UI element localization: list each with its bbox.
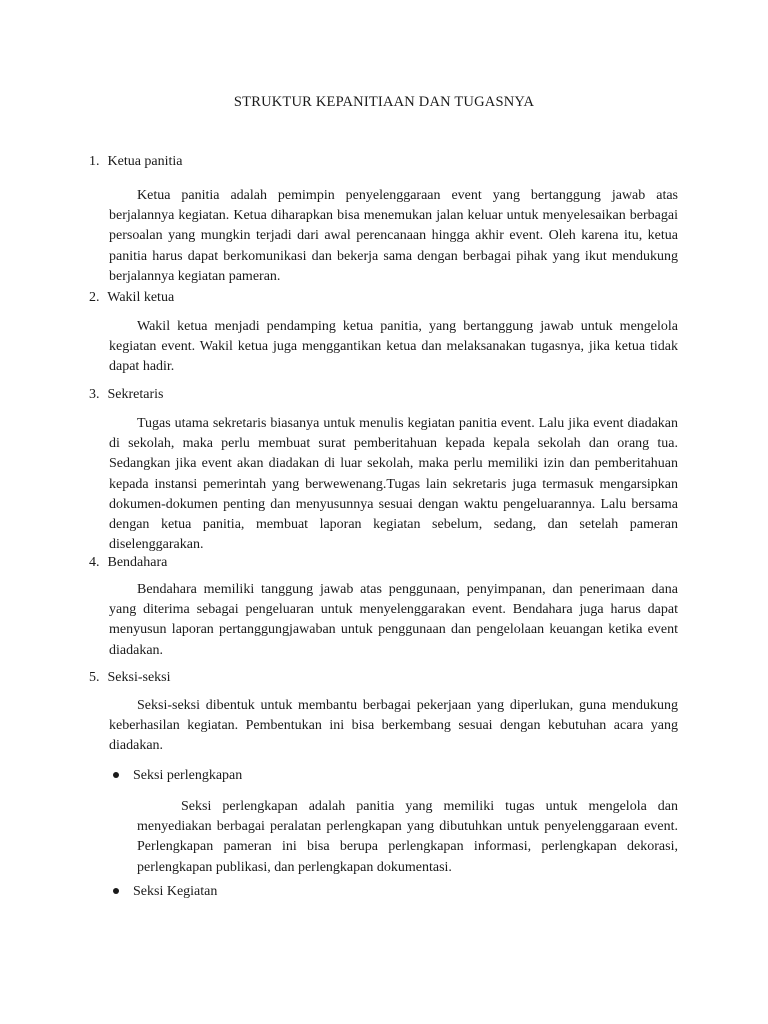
section-paragraph-bendahara: Bendahara memiliki tanggung jawab atas penggunaan, penyimpanan, dan penerimaan dana yang diterima sebagai pengeluaran untuk menyelenggarakan event. Bendahara juga harus dapat menyusun laporan pertanggungjawaban untuk penggunaan dan pengelolaan keuangan ketika event diadakan.	[109, 582, 678, 658]
section-paragraph-wakil-ketua: Wakil ketua menjadi pendamping ketua panitia, yang bertanggung jawab untuk mengelola kegiatan event. Wakil ketua juga menggantikan ketua dan melaksanakan tugasnya, jika ketua tidak dapat hadir.	[109, 319, 678, 375]
section-title: Seksi-seksi	[107, 670, 171, 685]
subsection-paragraph-seksi-perlengkapan: Seksi perlengkapan adalah panitia yang memiliki tugas untuk mengelola dan menyediakan berbagai peralatan perlengkapan yang dibutuhkan untuk penyelenggaraan event. Perlengkapan pameran ini bisa berupa perlengkapan informasi, perlengkapan dekorasi, perlengkapan publikasi, dan perlengkapan dokumentasi.	[137, 799, 678, 875]
section-number: 1.	[89, 154, 100, 169]
section-heading-wakil-ketua	[89, 288, 174, 308]
bullet-icon	[113, 888, 119, 894]
section-heading-seksi-seksi	[89, 668, 171, 688]
section-title: Bendahara	[107, 555, 168, 570]
section-number: 2.	[89, 290, 100, 305]
bullet-title: Seksi perlengkapan	[133, 768, 243, 783]
section-heading-ketua-panitia	[89, 152, 183, 172]
bullet-item-seksi-perlengkapan	[113, 766, 242, 786]
section-paragraph-sekretaris: Tugas utama sekretaris biasanya untuk menulis kegiatan panitia event. Lalu jika event diadakan di sekolah, maka perlu membuat surat pemberitahuan kepada kepala sekolah dan orang tua. Sedangkan jika event akan diadakan di luar sekolah, maka perlu memiliki izin dan pemberitahuan kepada instansi pemerintah yang berwewenang.Tugas lain sekretaris juga termasuk mengarsipkan dokumen-dokumen penting dan menyusunnya sesuai dengan waktu pengeluarannya. Lalu bersama dengan ketua panitia, membuat laporan kegiatan sebelum, sedang, dan setelah pameran diselenggarakan.	[109, 416, 678, 553]
section-number: 5.	[89, 670, 100, 685]
section-paragraph-ketua-panitia: Ketua panitia adalah pemimpin penyelenggaraan event yang bertanggung jawab atas berjalannya kegiatan. Ketua diharapkan bisa menemukan jalan keluar untuk menyelesaikan berbagai persoalan yang mungkin terjadi dari awal perencanaan hingga akhir event. Oleh karena itu, ketua panitia harus dapat berkomunikasi dan bekerja sama dengan berbagai pihak yang ikut mendukung berjalannya kegiatan pameran.	[109, 188, 678, 284]
section-heading-bendahara	[89, 553, 167, 573]
bullet-item-seksi-kegiatan	[113, 882, 217, 902]
section-paragraph-seksi-seksi: Seksi-seksi dibentuk untuk membantu berbagai pekerjaan yang diperlukan, guna mendukung keberhasilan kegiatan. Pembentukan ini bisa berkembang sesuai dengan kebutuhan acara yang diadakan.	[109, 698, 678, 754]
document-title: STRUKTUR KEPANITIAAN DAN TUGASNYA	[233, 94, 535, 110]
section-title: Ketua panitia	[107, 154, 183, 169]
section-number: 4.	[89, 555, 100, 570]
section-title: Sekretaris	[107, 387, 164, 402]
section-heading-sekretaris	[89, 385, 163, 405]
section-title: Wakil ketua	[107, 290, 175, 305]
bullet-title: Seksi Kegiatan	[133, 884, 218, 899]
section-number: 3.	[89, 387, 100, 402]
bullet-icon	[113, 772, 119, 778]
